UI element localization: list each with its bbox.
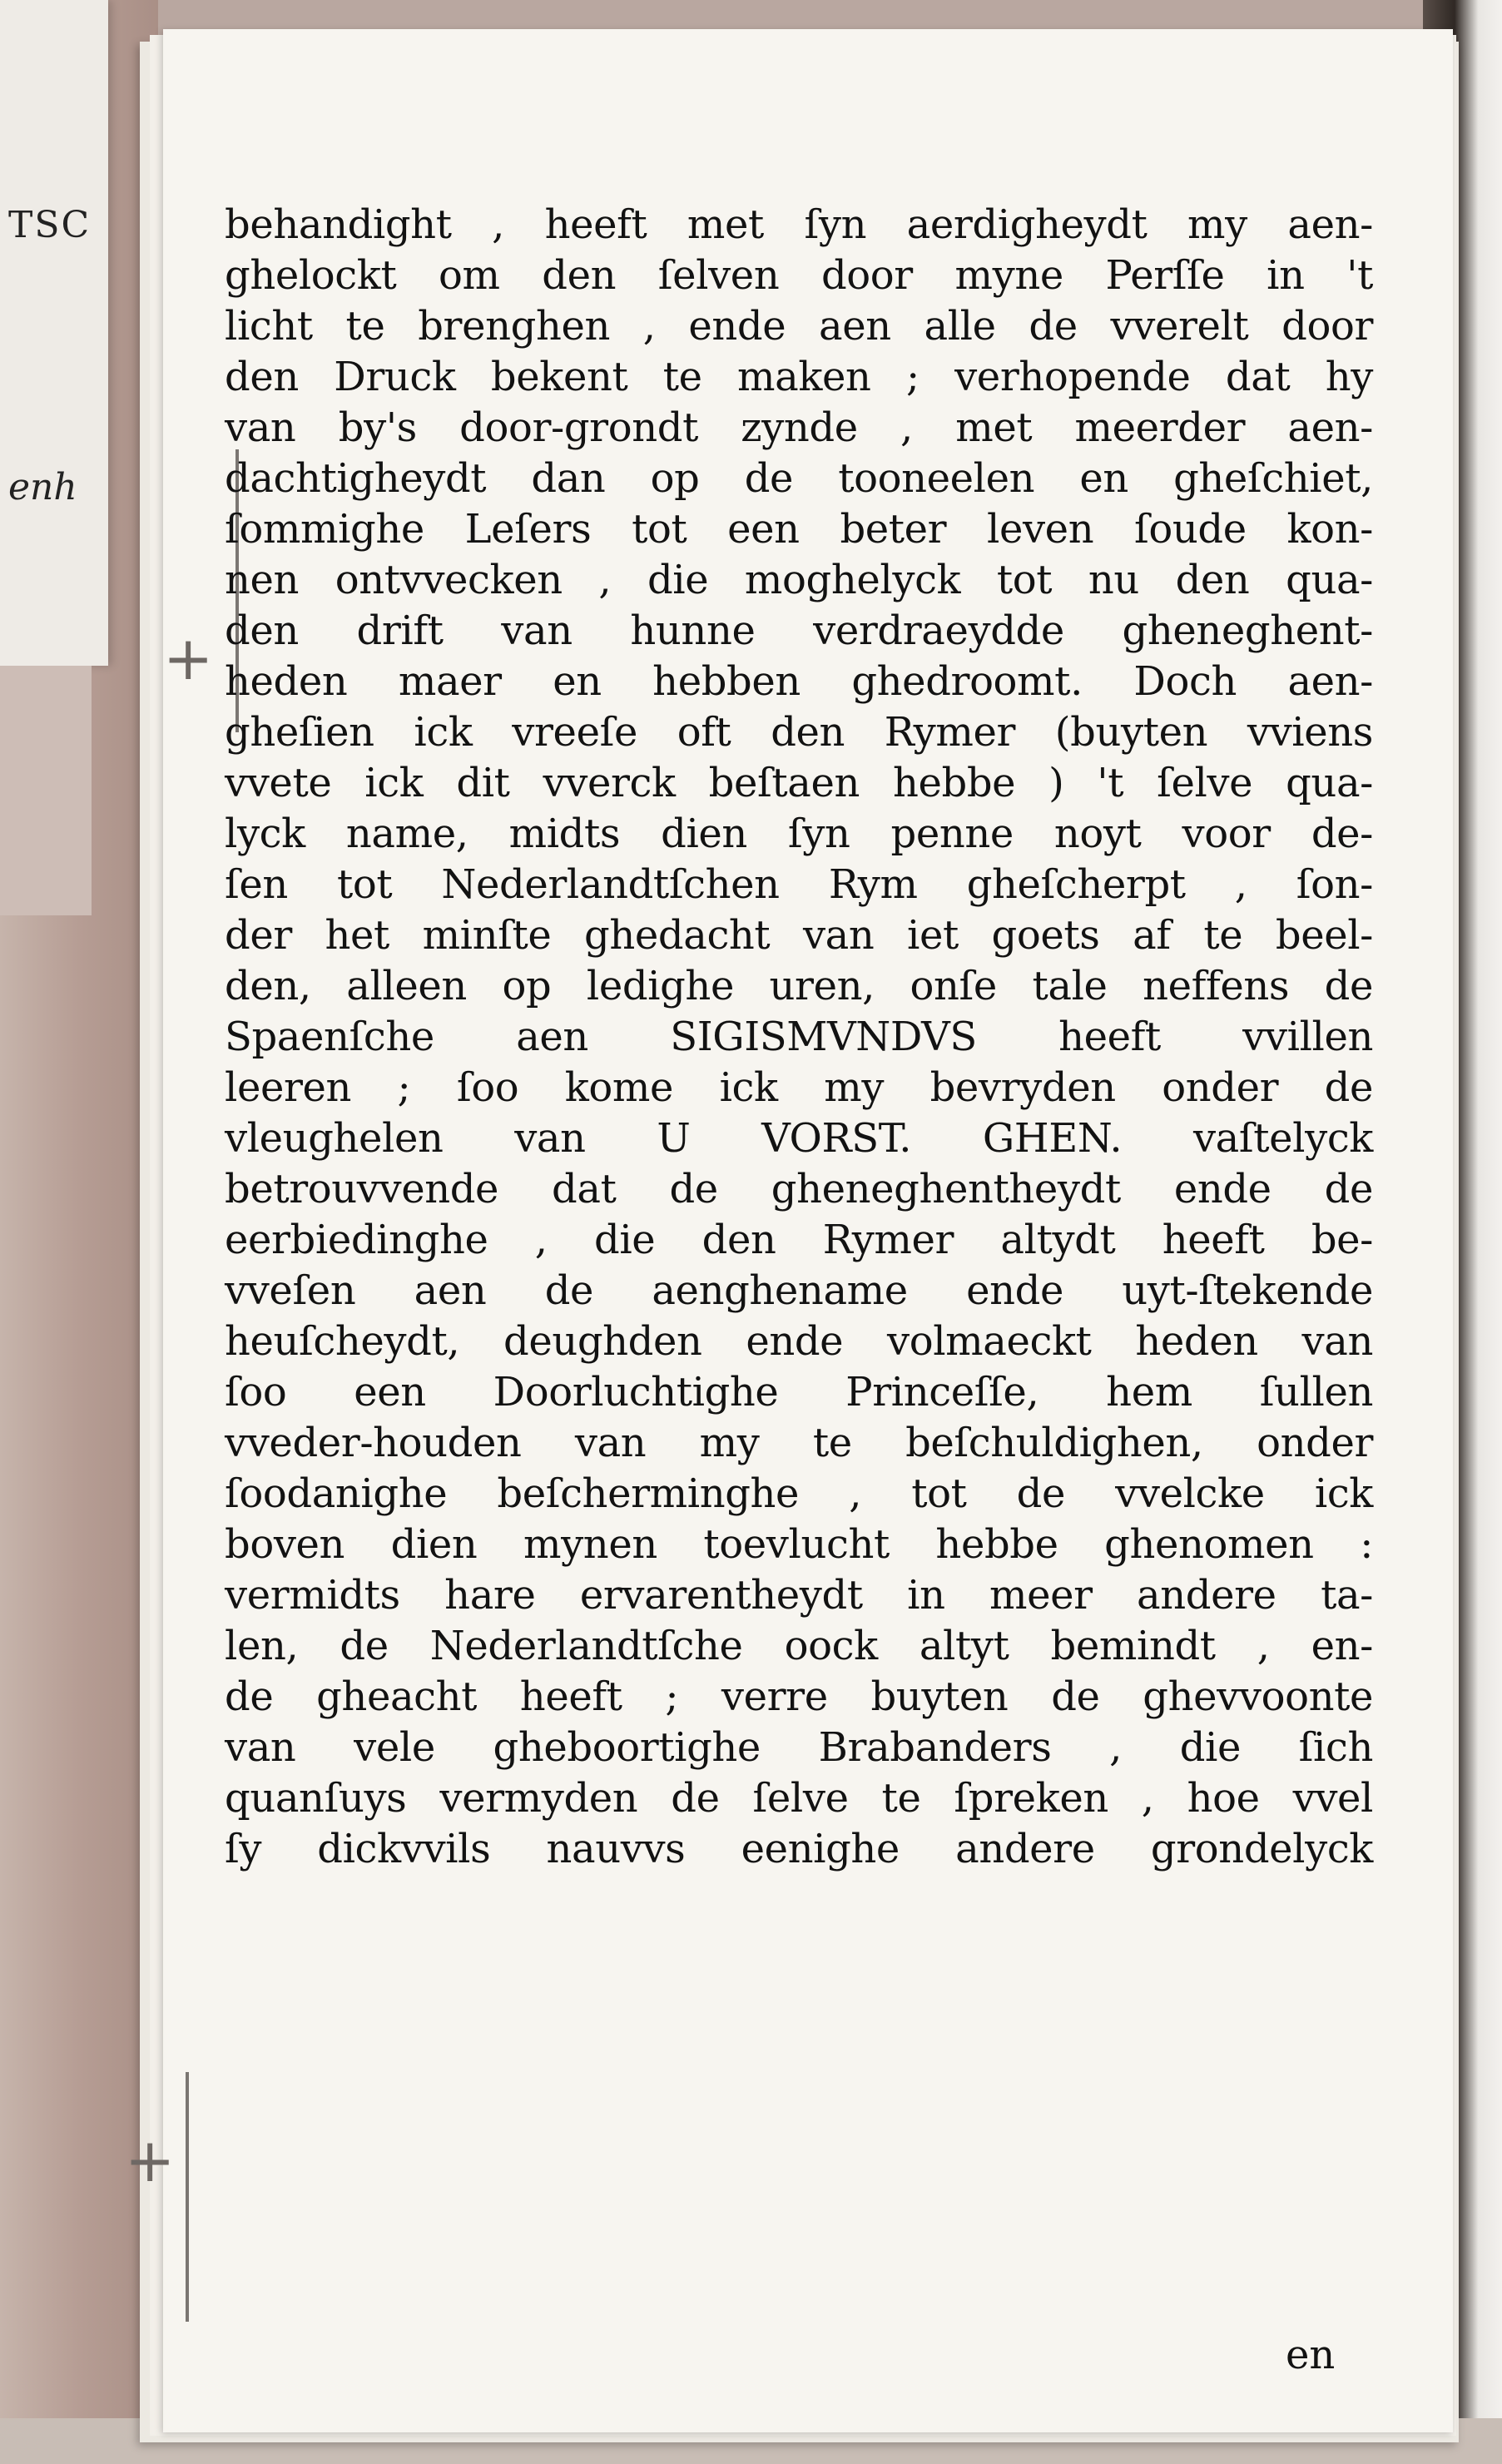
text-line: ghelockt om den ſelven door myne Perſſe in 't (225, 252, 1373, 299)
text-line: len, de Nederlandtſche oock altyt bemindt , en- (225, 1623, 1373, 1669)
adjacent-page-lower (0, 666, 92, 915)
text-line: ſy dickvvils nauvvs eenighe andere grondelyck (225, 1826, 1373, 1872)
margin-cross-icon: + (163, 623, 214, 693)
text-line: Spaenſche aen SIGISMVNDVS heeft vvillen (225, 1014, 1373, 1060)
text-line: vermidts hare ervarentheydt in meer andere ta- (225, 1572, 1373, 1619)
text-line: boven dien mynen toevlucht hebbe ghenomen : (225, 1521, 1373, 1568)
text-line: der het minſte ghedacht van iet goets af te beel- (225, 912, 1373, 959)
adjacent-page-text-middle: enh (8, 466, 77, 508)
text-line: betrouvvende dat de gheneghentheydt ende de (225, 1166, 1373, 1212)
text-line: heuſcheydt, deughden ende volmaeckt heden van (225, 1318, 1373, 1365)
text-line: de gheacht heeft ; verre buyten de ghevvoonte (225, 1673, 1373, 1720)
text-line: van vele gheboortighe Brabanders , die ſich (225, 1724, 1373, 1771)
adjacent-page (0, 0, 108, 666)
catchword: en (1286, 2332, 1336, 2378)
text-line: ſommighe Leſers tot een beter leven ſoude kon- (225, 506, 1373, 553)
text-line: eerbiedinghe , die den Rymer altydt heeft be- (225, 1217, 1373, 1263)
text-line: den Druck bekent te maken ; verhopende dat hy (225, 354, 1373, 400)
text-line: vveſen aen de aenghename ende uyt-ſtekende (225, 1267, 1373, 1314)
text-line: leeren ; ſoo kome ick my bevryden onder de (225, 1064, 1373, 1111)
text-line: ſoodanighe beſcherminghe , tot de vvelcke ick (225, 1470, 1373, 1517)
text-line: nen ontvvecken , die moghelyck tot nu den qua- (225, 557, 1373, 603)
text-line: gheſien ick vreeſe oft den Rymer (buyten vviens (225, 709, 1373, 756)
text-line: licht te brenghen , ende aen alle de vverelt door (225, 303, 1373, 350)
margin-cross-icon: + (125, 2125, 176, 2195)
text-line: vveder-houden van my te beſchuldighen, onder (225, 1420, 1373, 1466)
text-line: lyck name, midts dien ſyn penne noyt voor de- (225, 811, 1373, 857)
text-line: den, alleen op ledighe uren, onſe tale neffens de (225, 963, 1373, 1009)
text-line: dachtigheydt dan op de tooneelen en gheſchiet, (225, 455, 1373, 502)
text-line: vleughelen van U VORST. GHEN. vaſtelyck (225, 1115, 1373, 1162)
text-line: quanſuys vermyden de ſelve te ſpreken , hoe vvel (225, 1775, 1373, 1822)
text-line: behandight , heeft met ſyn aerdigheydt my aen- (225, 201, 1373, 248)
text-line: ſoo een Doorluchtighe Princeſſe, hem ſullen (225, 1369, 1373, 1415)
text-line: den drift van hunne verdraeydde gheneghent- (225, 607, 1373, 654)
adjacent-page-text-top: TSC (8, 204, 92, 246)
text-line: vvete ick dit vverck beſtaen hebbe ) 't ſelve qua- (225, 760, 1373, 806)
page-body-text (225, 200, 1373, 1875)
text-line: van by's door-grondt zynde , met meerder aen- (225, 404, 1373, 451)
text-line: heden maer en hebben ghedroomt. Doch aen- (225, 658, 1373, 705)
text-line: ſen tot Nederlandtſchen Rym gheſcherpt , ſon- (225, 861, 1373, 908)
margin-bracket-bottom (186, 2072, 189, 2322)
